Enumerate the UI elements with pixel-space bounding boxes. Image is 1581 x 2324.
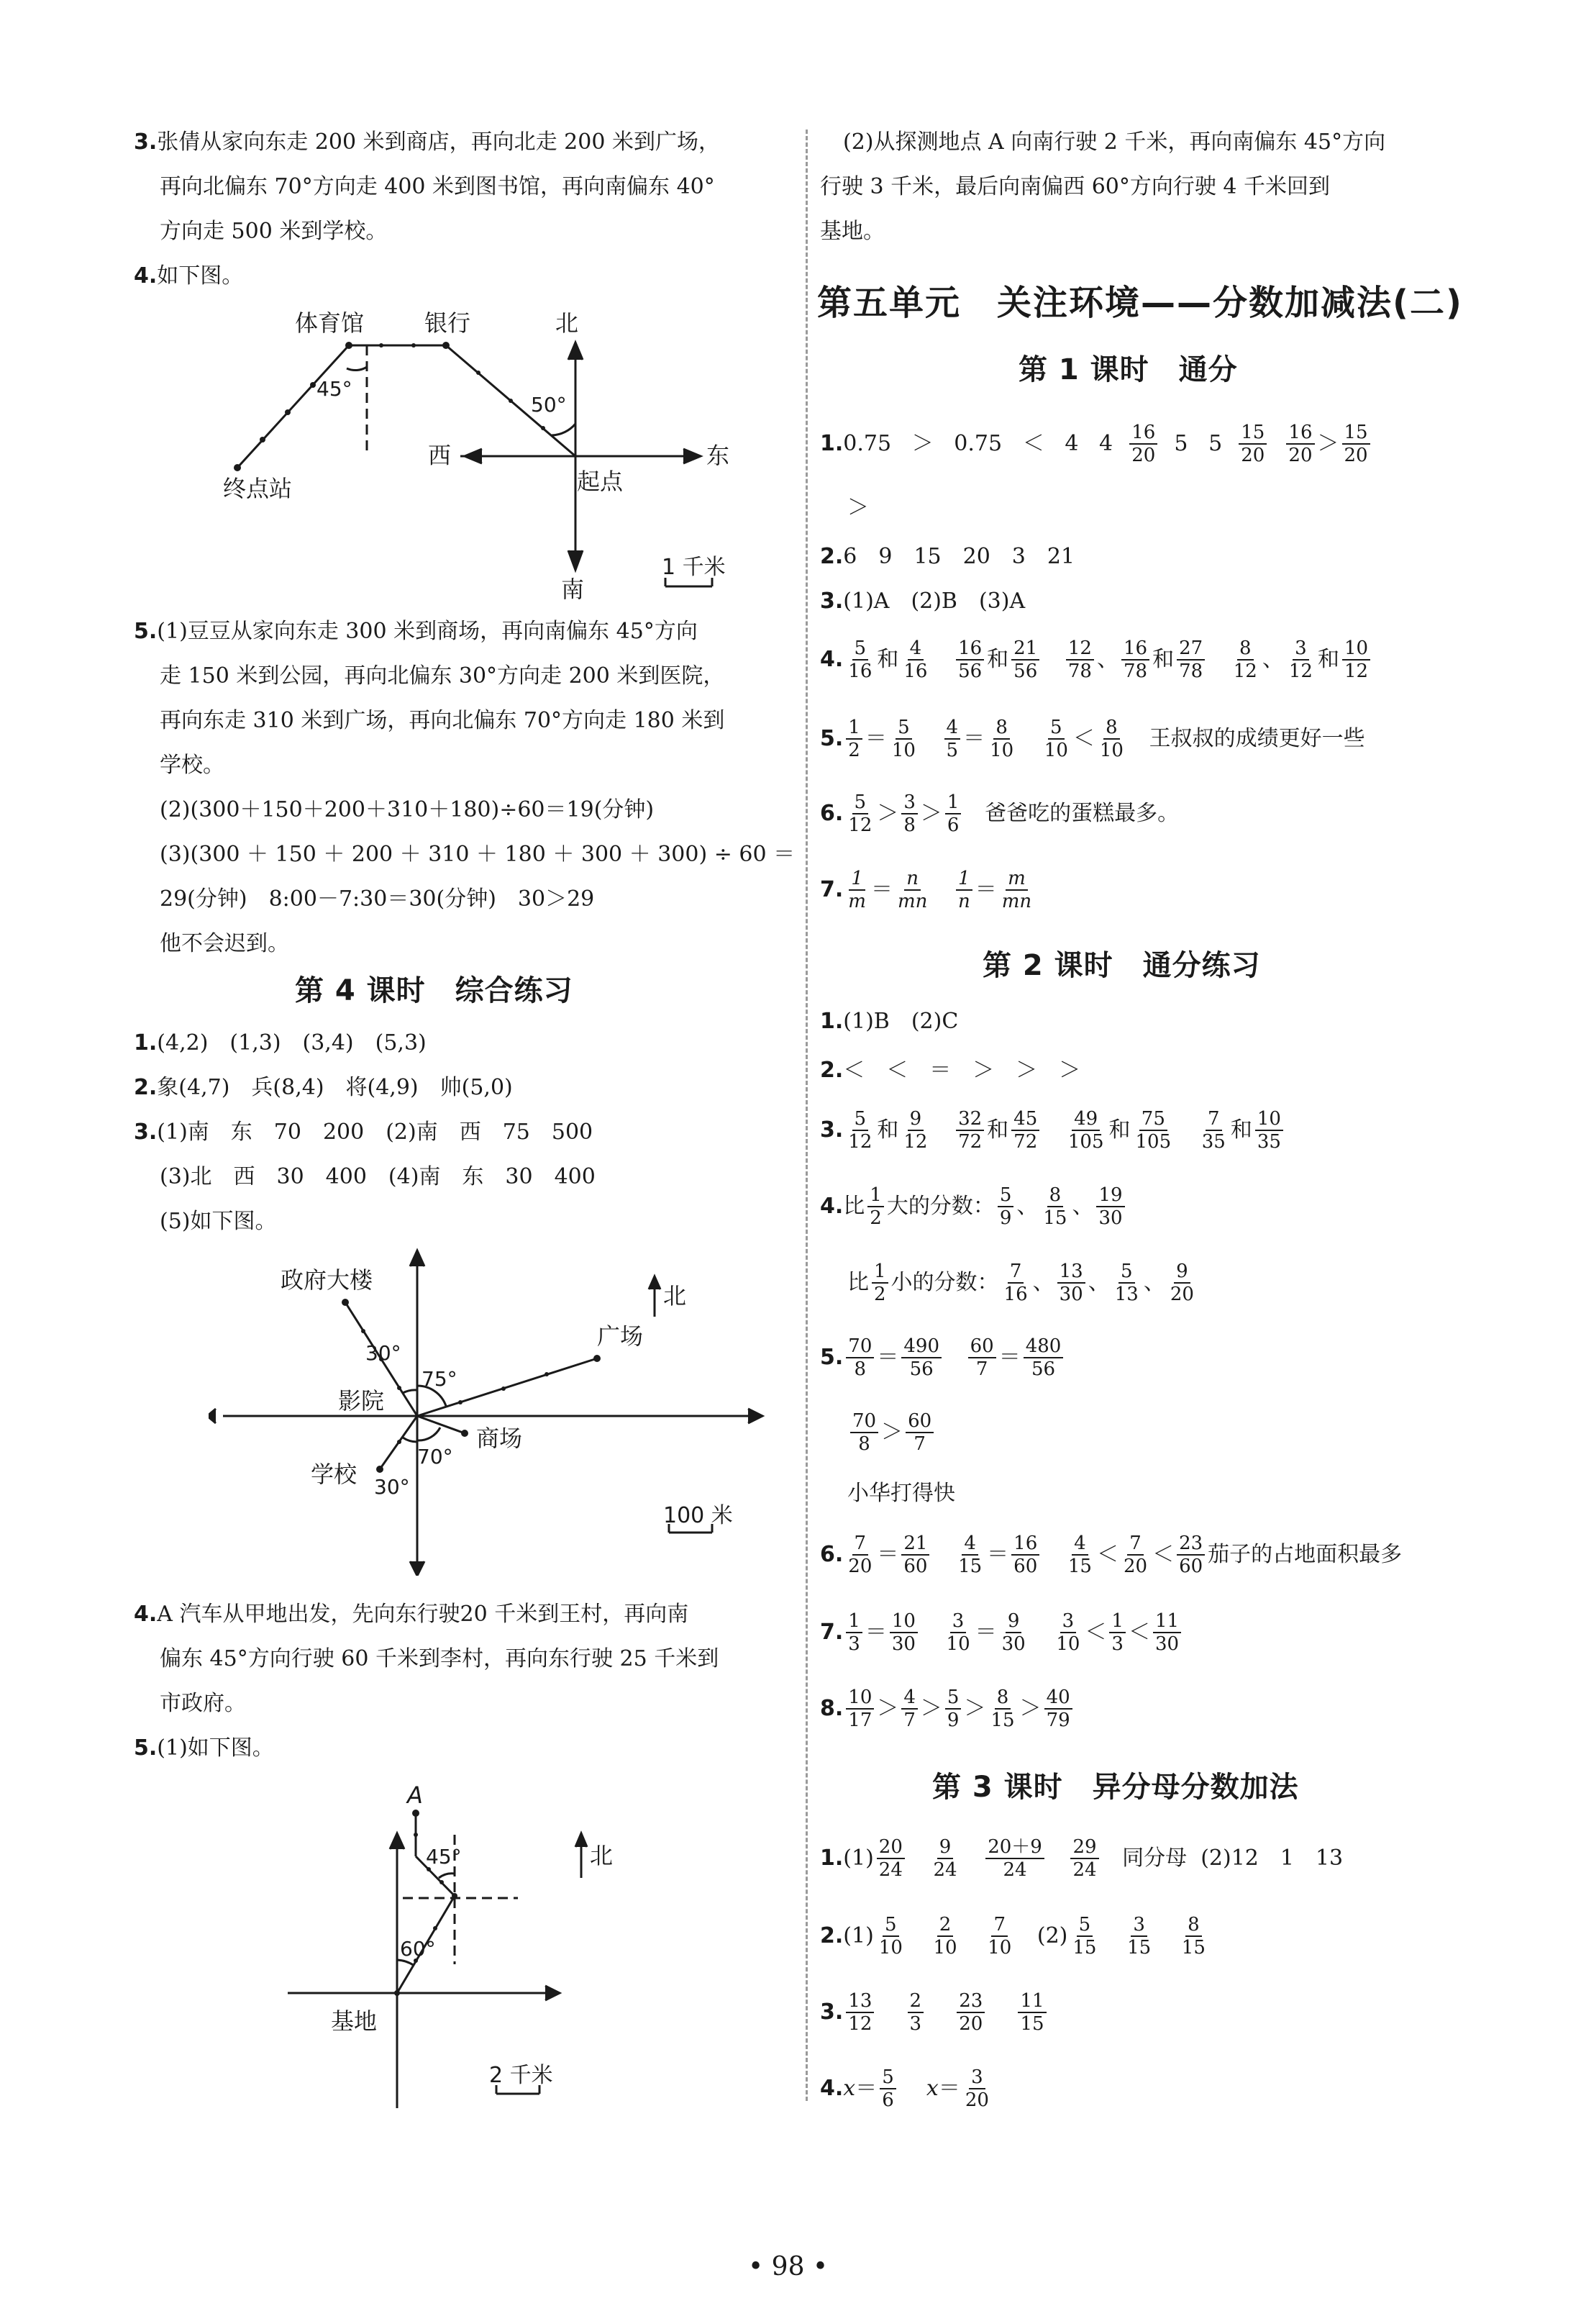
label-gym: 体育馆	[295, 309, 365, 337]
page-number: • 98 •	[748, 2252, 829, 2282]
q5-line-2: 走 150 米到公园，再向北偏东 30°方向走 200 米到医院，	[160, 663, 725, 689]
label-angle-50: 50°	[531, 393, 567, 417]
lesson1-title: 第 1 课时 通分	[1019, 353, 1238, 386]
l2-q5-line-1: 5. $\frac{70}{8}$ ＝ $\frac{490}{56}$ $\frac{60}{7}$ ＝ $\frac{480}{56}$	[820, 1335, 1066, 1380]
l4-q3-line-3: (5)如下图。	[160, 1209, 277, 1234]
q3-line-1: 3.张倩从家向东走 200 米到商店，再向北走 200 米到广场，	[134, 130, 720, 155]
q3-line-3: 方向走 500 米到学校。	[160, 219, 388, 244]
label-north: 北	[555, 309, 579, 337]
l1-q3: 3.(1)A (2)B (3)A	[820, 589, 1026, 614]
label-bank: 银行	[424, 309, 471, 337]
label-south: 南	[561, 576, 585, 603]
l3-q4: 4. x ＝ $\frac{5}{6}$ x ＝ $\frac{3}{20}$	[820, 2066, 989, 2111]
l4-q1: 1.(4,2) (1,3) (3,4) (5,3)	[134, 1030, 427, 1056]
l1-q1: 1. 0.75 ＞ 0.75 ＜ 4 4 $\frac{16}{20}$ 5 5 $\frac{15}{20}$ $\frac{16}{20}$ ＞ $\frac{15}{20}$	[820, 422, 1373, 466]
l2-q4-small: 比 $\frac{1}{2}$ 小的分数： $\frac{7}{16}$ 、 $\frac{13}{30}$ 、 $\frac{5}{13}$ 、 $\frac{9}{20}$	[847, 1261, 1194, 1305]
l3-q1: 1. (1) $\frac{20}{24}$ $\frac{9}{24}$ $\frac{20+9}{24}$ $\frac{29}{24}$ 同分母 (2)12 1 13	[820, 1836, 1344, 1881]
label-scale: 2 千米	[489, 2063, 553, 2088]
lesson3-title: 第 3 课时 异分母分数加法	[932, 1771, 1299, 1804]
label-school: 学校	[311, 1461, 357, 1488]
label-angle-30-top: 30°	[365, 1341, 401, 1365]
label-east: 东	[706, 442, 730, 469]
q5-line-1: 5.(1)豆豆从家向东走 300 米到商场，再向南偏东 45°方向	[134, 619, 698, 644]
label-angle-60: 60°	[400, 1937, 436, 1961]
fraction: $\frac{16}{20}$	[1286, 422, 1314, 466]
l2-q3: 3. $\frac{5}{12}$ 和 $\frac{9}{12}$ $\frac{32}{72}$ 和 $\frac{45}{72}$ $\frac{49}{105}$ 和 $\frac{75}{105}$ $\frac{7}{35}$ 和 $\frac{10}{35}$	[820, 1108, 1286, 1153]
diagram-direction-map	[209, 1245, 798, 1576]
l2-q5-note: 小华打得快	[847, 1481, 955, 1506]
q2-cont-line-1: (2)从探测地点 A 向南行驶 2 千米，再向南偏东 45°方向	[843, 130, 1386, 155]
q3-line-2: 再向北偏东 70°方向走 400 米到图书馆，再向南偏东 40°	[160, 174, 715, 199]
label-angle-45: 45°	[316, 377, 352, 401]
q5-line-4: 学校。	[160, 753, 224, 778]
q2-cont-line-3: 基地。	[820, 219, 885, 244]
label-north: 北	[590, 1842, 614, 1869]
l4-q3-line-1: 3.(1)南 东 70 200 (2)南 西 75 500	[134, 1120, 593, 1145]
label-scale: 1 千米	[662, 555, 726, 580]
q5-line-5: (2)(300＋150＋200＋310＋180)÷60＝19(分钟)	[160, 797, 655, 822]
q2-cont-line-2: 行驶 3 千米，最后向南偏西 60°方向行驶 4 千米回到	[820, 174, 1331, 199]
l4-q4-line-3: 市政府。	[160, 1691, 246, 1716]
label-angle-70: 70°	[417, 1445, 453, 1469]
fraction: $\frac{15}{20}$	[1342, 422, 1370, 466]
q5-line-6: (3)(300 ＋ 150 ＋ 200 ＋ 310 ＋ 180 ＋ 300 ＋ 300) ÷ 60 ＝	[160, 842, 796, 867]
l4-q4-line-2: 偏东 45°方向行驶 60 千米到李村，再向东行驶 25 千米到	[160, 1646, 719, 1671]
q4-line: 4.如下图。	[134, 263, 244, 289]
column-divider	[806, 130, 808, 2101]
label-angle-75: 75°	[422, 1367, 457, 1391]
label-north: 北	[663, 1282, 687, 1309]
lesson4-title: 第 4 课时 综合练习	[295, 974, 573, 1007]
q5-line-7: 29(分钟) 8:00－7:30＝30(分钟) 30＞29	[160, 886, 595, 912]
l1-q4: 4. $\frac{5}{16}$ 和 $\frac{4}{16}$ $\frac{16}{56}$ 和 $\frac{21}{56}$ $\frac{12}{78}$ 、 $\frac{16}{78}$ 和 $\frac{27}{78}$ $\frac{8}{12}$ 、 $\frac{3}{12}$ 和 $\frac{10}{12}$	[820, 637, 1373, 682]
diagram-route-base	[288, 1777, 719, 2115]
label-terminal: 终点站	[223, 475, 293, 502]
unit-title: 第五单元 关注环境——分数加减法(二)	[817, 283, 1463, 323]
label-mall: 商场	[476, 1425, 523, 1452]
lesson2-title: 第 2 课时 通分练习	[983, 949, 1261, 982]
label-west: 西	[428, 442, 452, 469]
label-angle-45: 45°	[426, 1845, 462, 1869]
label-base: 基地	[331, 2007, 378, 2035]
label-scale: 100 米	[663, 1503, 733, 1528]
l2-q7: 7. $\frac{1}{3}$ ＝ $\frac{10}{30}$ $\frac{3}{10}$ ＝ $\frac{9}{30}$ $\frac{3}{10}$ ＜ $\frac{1}{3}$ ＜ $\frac{11}{30}$	[820, 1610, 1184, 1655]
label-government: 政府大楼	[281, 1266, 373, 1294]
l3-q3: 3. $\frac{13}{12}$ $\frac{2}{3}$ $\frac{23}{20}$ $\frac{11}{15}$	[820, 1990, 1049, 2035]
diagram-route-map	[194, 302, 806, 604]
l1-q6: 6. $\frac{5}{12}$ ＞ $\frac{3}{8}$ ＞ $\frac{1}{6}$ 爸爸吃的蛋糕最多。	[820, 791, 1180, 836]
l1-q2: 2.6 9 15 20 3 21	[820, 544, 1075, 569]
l4-q3-line-2: (3)北 西 30 400 (4)南 东 30 400	[160, 1164, 596, 1189]
label-angle-30-bottom: 30°	[374, 1475, 410, 1499]
l3-q2: 2. (1) $\frac{5}{10}$ $\frac{2}{10}$ $\frac{7}{10}$ (2) $\frac{5}{15}$ $\frac{3}{15}$ $\frac{8}{15}$	[820, 1914, 1206, 1958]
label-point-a: A	[407, 1781, 423, 1809]
fraction: $\frac{16}{20}$	[1129, 422, 1157, 466]
label-square: 广场	[597, 1322, 644, 1350]
l2-q4-big: 4. 比 $\frac{1}{2}$ 大的分数： $\frac{5}{9}$ 、 $\frac{8}{15}$ 、 $\frac{19}{30}$	[820, 1184, 1128, 1229]
q5-line-8: 他不会迟到。	[160, 931, 289, 956]
q5-line-3: 再向东走 310 米到广场，再向北偏东 70°方向走 180 米到	[160, 708, 725, 733]
l2-q6: 6. $\frac{7}{20}$ ＝ $\frac{21}{60}$ $\frac{4}{15}$ ＝ $\frac{16}{60}$ $\frac{4}{15}$ ＜ $\frac{7}{20}$ ＜ $\frac{23}{60}$ 茄子的占地面积最多	[820, 1533, 1403, 1577]
label-start: 起点	[577, 468, 624, 495]
label-cinema: 影院	[338, 1387, 385, 1415]
l1-q1-tail: ＞	[847, 495, 869, 520]
l4-q2: 2.象(4,7) 兵(8,4) 将(4,9) 帅(5,0)	[134, 1075, 513, 1100]
l4-q4-line-1: 4.A 汽车从甲地出发，先向东行驶20 千米到王村，再向南	[134, 1602, 689, 1627]
l1-q5: 5. $\frac{1}{2}$ ＝ $\frac{5}{10}$ $\frac{4}{5}$ ＝ $\frac{8}{10}$ $\frac{5}{10}$ ＜ $\frac{8}{10}$ 王叔叔的成绩更好一些	[820, 717, 1365, 761]
l2-q5-line-2: $\frac{70}{8}$ ＞ $\frac{60}{7}$	[847, 1410, 937, 1455]
l2-q8: 8. $\frac{10}{17}$ ＞ $\frac{4}{7}$ ＞ $\frac{5}{9}$ ＞ $\frac{8}{15}$ ＞ $\frac{40}{79}$	[820, 1687, 1075, 1731]
l4-q5-line: 5.(1)如下图。	[134, 1735, 274, 1761]
l2-q2: 2.＜ ＜ ＝ ＞ ＞ ＞	[820, 1058, 1081, 1083]
fraction: $\frac{15}{20}$	[1239, 422, 1267, 466]
l2-q1: 1.(1)B (2)C	[820, 1009, 959, 1034]
l1-q7: 7. $\frac{1}{m}$ ＝ $\frac{n}{mn}$ $\frac{1}{n}$ ＝ $\frac{m}{mn}$	[820, 868, 1032, 912]
